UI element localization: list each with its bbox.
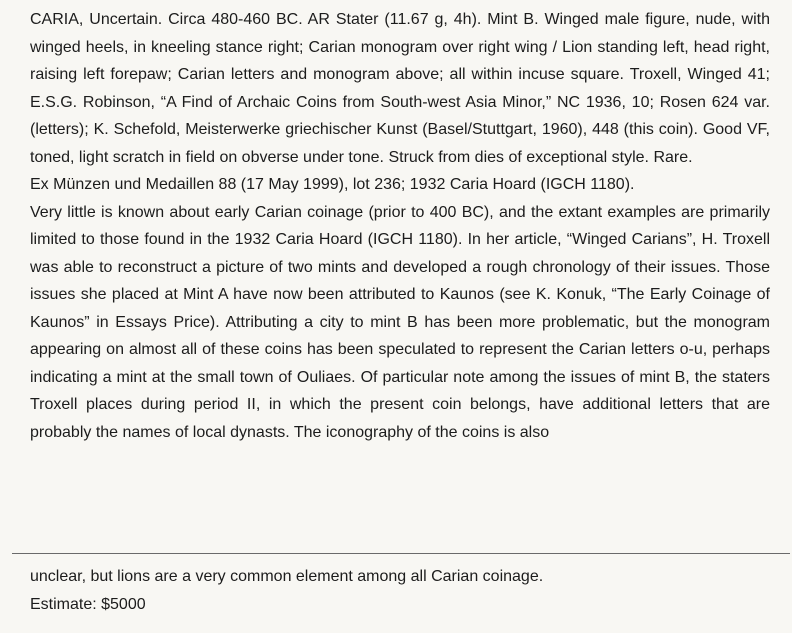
continuation-block [30,563,770,619]
lot-description-paragraph: CARIA, Uncertain. Circa 480-460 BC. AR Stater (11.67 g, 4h). Mint B. Winged male figure, nude, with winged heels, in kneeling stance right; Carian monogram over right wing / Lion standing left, head right, raising left forepaw; Carian letters and monogram above; all within incuse square. Troxell, Winged 41; E.S.G. Robinson, “A Find of Archaic Coins from South-west Asia Minor,” NC 1936, 10; Rosen 624 var. (letters); K. Schefold, Meisterwerke griechischer Kunst (Basel/Stuttgart, 1960), 448 (this coin). Good VF, toned, light scratch in field on obverse under tone. Struck from dies of exceptional style. Rare. [30,11,770,166]
provenance-paragraph: Ex Münzen und Medaillen 88 (17 May 1999), lot 236; 1932 Caria Hoard (IGCH 1180). [30,176,635,193]
page-break-rule [12,553,790,554]
commentary-paragraph: Very little is known about early Carian coinage (prior to 400 BC), and the extant examples are primarily limited to those found in the 1932 Caria Hoard (IGCH 1180). In her article, “Winged Carians”, H. Troxell was able to reconstruct a picture of two mints and developed a rough chronology of their issues. Those issues she placed at Mint A have now been attributed to Kaunos (see K. Konuk, “The Early Coinage of Kaunos” in Essays Price). Attributing a city to mint B has been more problematic, but the monogram appearing on almost all of these coins has been speculated to represent the Carian letters o-u, perhaps indicating a mint at the small town of Ouliaes. Of particular note among the issues of mint B, the staters Troxell places during period II, in which the present coin belongs, have additional letters that are probably the names of local dynasts. The iconography of the coins is also [30,203,770,441]
lot-description [30,6,770,446]
commentary-continuation: unclear, but lions are a very common element among all Carian coinage. [30,568,544,585]
estimate-line: Estimate: $5000 [30,596,146,613]
